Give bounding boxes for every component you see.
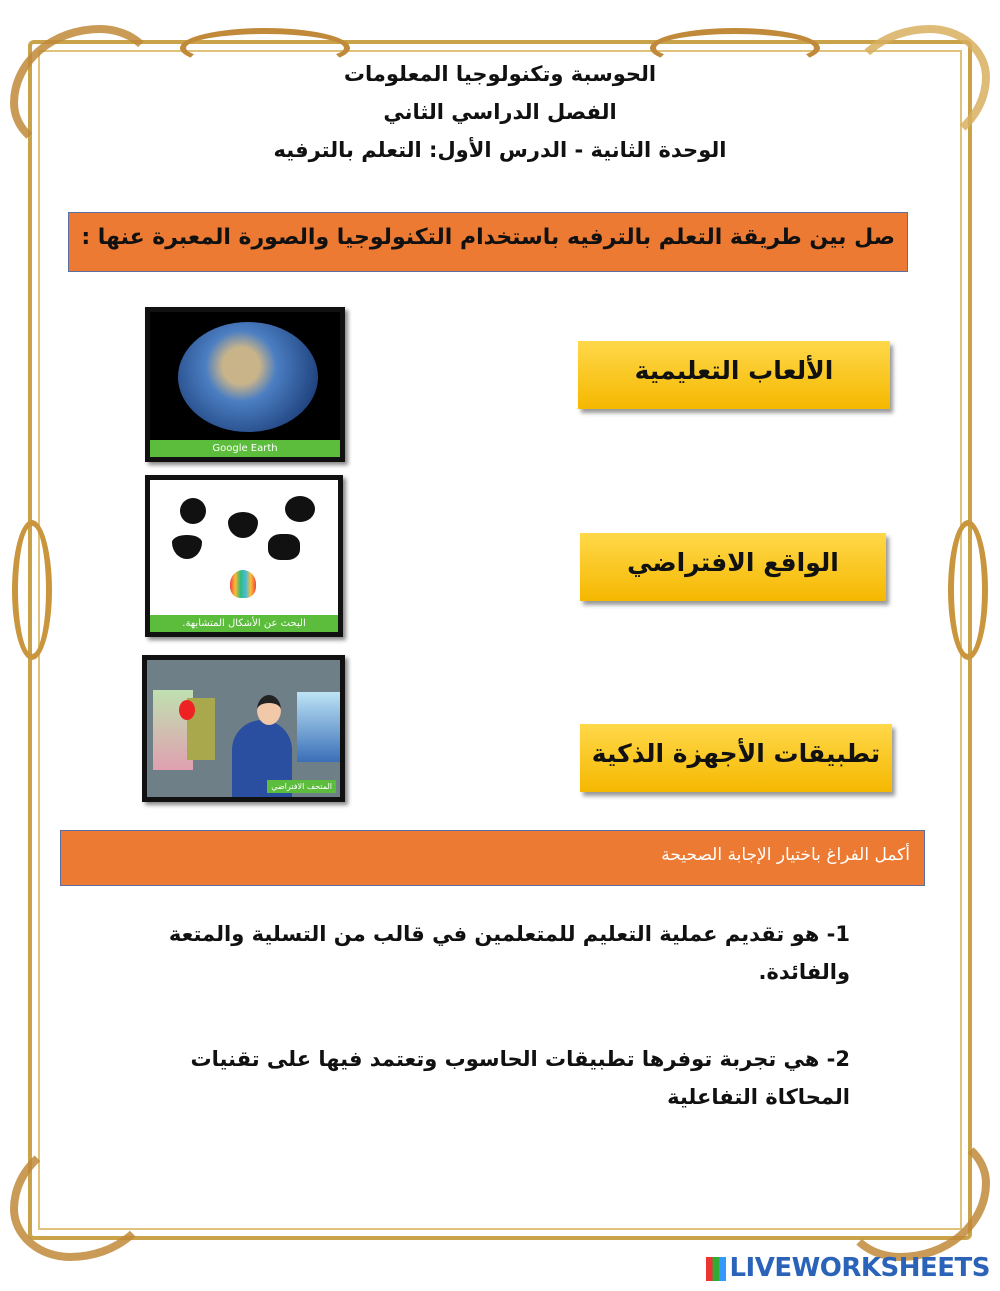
question-number: 1- — [826, 922, 850, 946]
google-earth-image — [145, 307, 345, 462]
image-caption: البحث عن الأشكال المتشابهة. — [150, 615, 338, 632]
subject-title: الحوسبة وتكنولوجيا المعلومات — [343, 62, 657, 86]
question-number: 2- — [826, 1047, 850, 1071]
virtual-museum-image — [142, 655, 345, 802]
ornament-icon — [948, 520, 988, 660]
logo-text: LIVEWORKSHEETS — [729, 1253, 990, 1283]
matching-instruction: صل بين طريقة التعلم بالترفيه باستخدام التكنولوجيا والصورة المعبرة عنها : — [68, 212, 908, 272]
question-text: هو تقديم عملية التعليم للمتعلمين في قالب من التسلية والمتعة والفائدة. — [168, 922, 850, 984]
question-text: هي تجربة توفرها تطبيقات الحاسوب وتعتمد فيها على تقنيات المحاكاة التفاعلية — [190, 1047, 850, 1109]
image-caption: المتحف الافتراضي — [267, 780, 336, 793]
question-2 — [160, 1040, 850, 1116]
matching-shapes-image — [145, 475, 343, 637]
ornament-icon — [12, 520, 52, 660]
option-smart-device-apps[interactable]: تطبيقات الأجهزة الذكية — [580, 724, 892, 792]
semester-title: الفصل الدراسي الثاني — [383, 100, 617, 124]
lesson-title: الوحدة الثانية - الدرس الأول: التعلم بالترفيه — [273, 138, 727, 162]
option-virtual-reality[interactable]: الواقع الافتراضي — [580, 533, 886, 601]
liveworksheets-logo[interactable] — [706, 1253, 990, 1283]
option-educational-games[interactable]: الألعاب التعليمية — [578, 341, 890, 409]
image-caption: Google Earth — [150, 440, 340, 457]
logo-icon — [706, 1257, 726, 1281]
fill-instruction: أكمل الفراغ باختيار الإجابة الصحيحة — [60, 830, 925, 886]
question-1 — [160, 915, 850, 991]
